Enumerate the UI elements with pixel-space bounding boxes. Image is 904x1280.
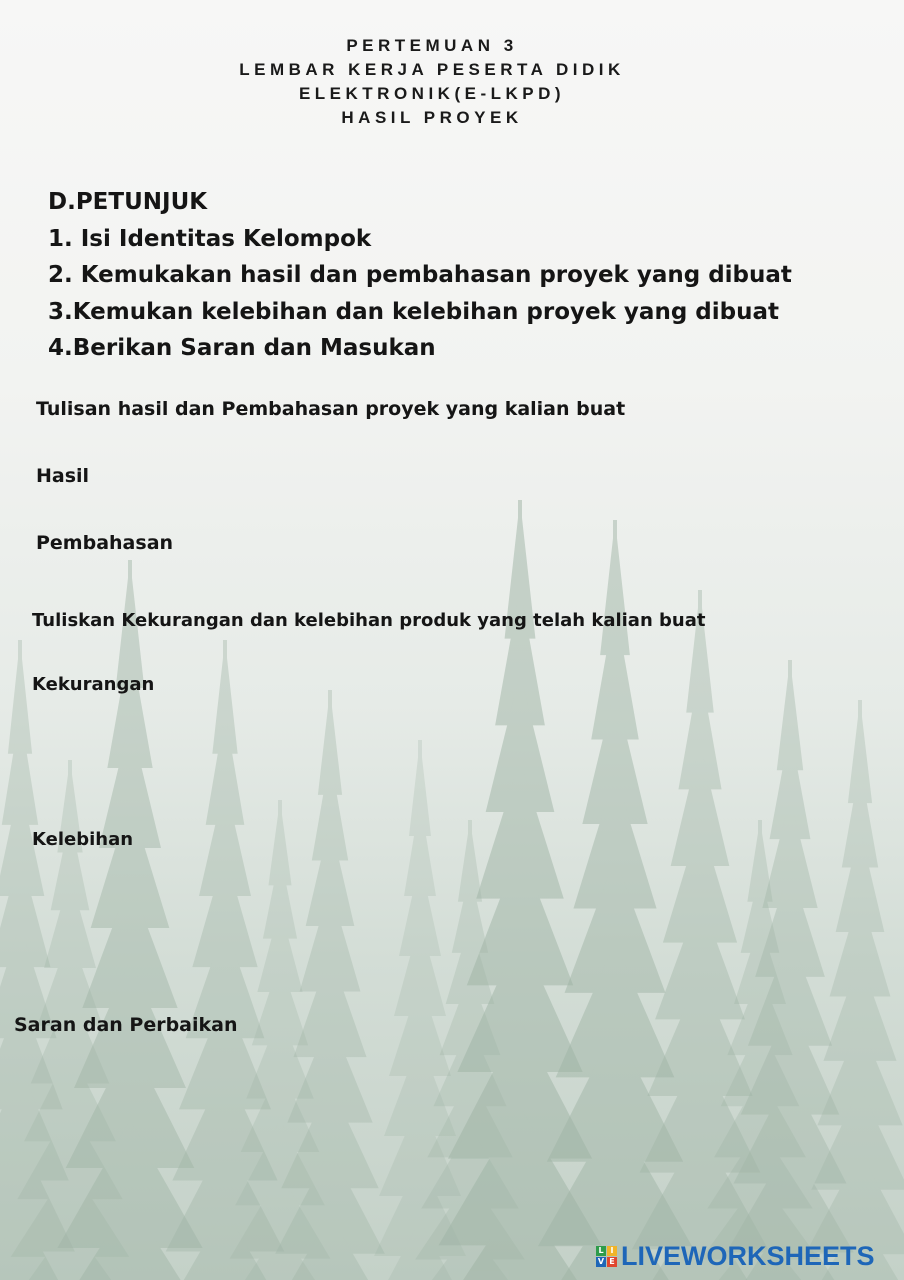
logo-tile: V bbox=[597, 1256, 605, 1266]
header-line-topic: HASIL PROYEK bbox=[341, 108, 523, 127]
instruction-item: 2. Kemukakan hasil dan pembahasan proyek yang dibuat bbox=[48, 262, 792, 288]
instruction-item: 4.Berikan Saran dan Masukan bbox=[48, 335, 436, 361]
instructions-block bbox=[48, 184, 792, 367]
discussion-label: Pembahasan bbox=[36, 532, 174, 554]
liveworksheets-logo bbox=[596, 1240, 875, 1272]
header-line-meeting: PERTEMUAN 3 bbox=[346, 36, 518, 55]
logo-icon bbox=[596, 1246, 617, 1267]
instruction-item: 1. Isi Identitas Kelompok bbox=[48, 225, 372, 252]
logo-text: LIVEWORKSHEETS bbox=[621, 1240, 875, 1271]
instructions-title: D.PETUNJUK bbox=[48, 189, 208, 215]
weakness-prompt: Tuliskan Kekurangan dan kelebihan produk yang telah kalian buat bbox=[32, 610, 706, 631]
weakness-label: Kekurangan bbox=[32, 674, 155, 695]
header-line-title: LEMBAR KERJA PESERTA DIDIK bbox=[239, 60, 625, 79]
worksheet-header bbox=[0, 34, 864, 130]
results-prompt: Tulisan hasil dan Pembahasan proyek yang kalian buat bbox=[36, 398, 626, 420]
results-label: Hasil bbox=[36, 465, 90, 487]
logo-tile: I bbox=[607, 1246, 617, 1256]
strength-label: Kelebihan bbox=[32, 829, 134, 850]
logo-tile: E bbox=[607, 1257, 617, 1267]
suggestion-label: Saran dan Perbaikan bbox=[14, 1014, 238, 1036]
logo-tile: L bbox=[596, 1246, 606, 1256]
instruction-item: 3.Kemukan kelebihan dan kelebihan proyek yang dibuat bbox=[48, 298, 779, 325]
header-line-subtitle: ELEKTRONIK(E-LKPD) bbox=[298, 84, 566, 103]
